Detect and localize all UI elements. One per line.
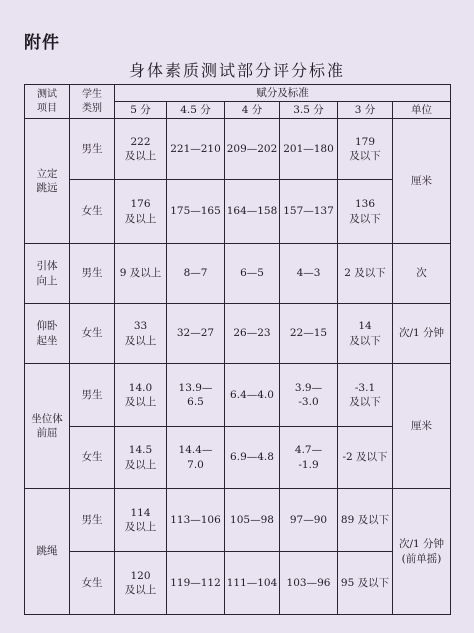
row-item-rope-skipping: 跳绳: [25, 489, 70, 615]
scoring-standards-table: [24, 84, 451, 615]
row-gender: 男生: [70, 489, 115, 552]
table-row: [25, 304, 451, 364]
value-cell: 14.0 及以上: [115, 364, 167, 427]
value-cell: 6.9—4.8: [225, 427, 280, 489]
value-cell: -2 及以下: [338, 427, 393, 489]
value-cell: 113—106: [167, 489, 225, 552]
table-row: [25, 244, 451, 304]
value-cell: 3.9— -3.0: [280, 364, 338, 427]
table-row: [25, 180, 451, 244]
value-cell: 32—27: [167, 304, 225, 364]
row-item-pull-up: 引体 向上: [25, 244, 70, 304]
row-gender: 男生: [70, 364, 115, 427]
value-cell: 103—96: [280, 552, 338, 615]
attachment-label: 附件: [24, 33, 60, 53]
value-cell: 179 及以下: [338, 119, 393, 180]
header-score-3: 3 分: [338, 102, 393, 119]
row-gender: 男生: [70, 119, 115, 180]
value-cell: 176 及以上: [115, 180, 167, 244]
value-cell: 136 及以下: [338, 180, 393, 244]
value-cell: 4—3: [280, 244, 338, 304]
table-row: [25, 552, 451, 615]
value-cell: 221—210: [167, 119, 225, 180]
row-item-sit-and-reach: 坐位体 前屈: [25, 364, 70, 489]
table-row: [25, 427, 451, 489]
row-unit: 次/1 分钟 (前单摇): [393, 489, 451, 615]
row-gender: 女生: [70, 304, 115, 364]
row-unit: 厘米: [393, 364, 451, 489]
table-row: [25, 489, 451, 552]
value-cell: 111—104: [225, 552, 280, 615]
header-score-group: 赋分及标准: [115, 85, 451, 102]
header-score-3-5: 3.5 分: [280, 102, 338, 119]
value-cell: 22—15: [280, 304, 338, 364]
value-cell: 157—137: [280, 180, 338, 244]
row-gender: 女生: [70, 180, 115, 244]
value-cell: 175—165: [167, 180, 225, 244]
row-unit: 次: [393, 244, 451, 304]
value-cell: 14.5 及以上: [115, 427, 167, 489]
value-cell: 114 及以上: [115, 489, 167, 552]
header-test-item: 测试 项目: [25, 85, 70, 119]
value-cell: 26—23: [225, 304, 280, 364]
value-cell: 119—112: [167, 552, 225, 615]
row-gender: 女生: [70, 427, 115, 489]
value-cell: 14 及以下: [338, 304, 393, 364]
value-cell: 6.4—4.0: [225, 364, 280, 427]
value-cell: 89 及以下: [338, 489, 393, 552]
value-cell: 14.4— 7.0: [167, 427, 225, 489]
value-cell: 9 及以上: [115, 244, 167, 304]
page-title: 身体素质测试部分评分标准: [128, 61, 345, 80]
value-cell: 13.9— 6.5: [167, 364, 225, 427]
value-cell: 97—90: [280, 489, 338, 552]
value-cell: 201—180: [280, 119, 338, 180]
value-cell: 105—98: [225, 489, 280, 552]
row-gender: 女生: [70, 552, 115, 615]
header-score-5: 5 分: [115, 102, 167, 119]
row-item-standing-long-jump: 立定 跳远: [25, 119, 70, 244]
value-cell: 222 及以上: [115, 119, 167, 180]
value-cell: 2 及以下: [338, 244, 393, 304]
value-cell: 8—7: [167, 244, 225, 304]
value-cell: -3.1 及以下: [338, 364, 393, 427]
header-score-4-5: 4.5 分: [167, 102, 225, 119]
value-cell: 95 及以下: [338, 552, 393, 615]
header-student-category: 学生 类别: [70, 85, 115, 119]
row-unit: 厘米: [393, 119, 451, 244]
table-row: [25, 364, 451, 427]
value-cell: 120 及以上: [115, 552, 167, 615]
header-score-4: 4 分: [225, 102, 280, 119]
table-row: [25, 119, 451, 180]
value-cell: 164—158: [225, 180, 280, 244]
value-cell: 33 及以上: [115, 304, 167, 364]
value-cell: 209—202: [225, 119, 280, 180]
row-unit: 次/1 分钟: [393, 304, 451, 364]
row-gender: 男生: [70, 244, 115, 304]
value-cell: 4.7— -1.9: [280, 427, 338, 489]
header-unit: 单位: [393, 102, 451, 119]
row-item-sit-up: 仰卧 起坐: [25, 304, 70, 364]
value-cell: 6—5: [225, 244, 280, 304]
